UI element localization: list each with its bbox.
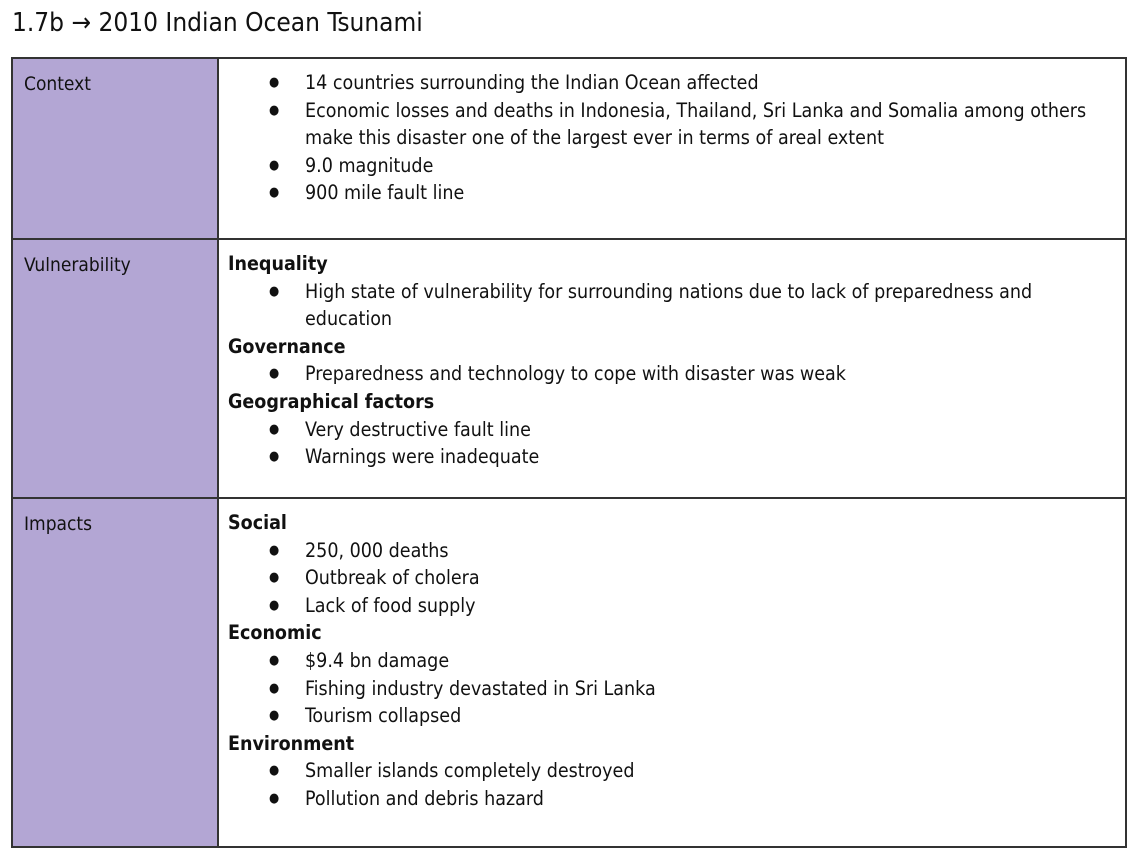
bullet-list xyxy=(228,360,1113,388)
bullet-item: ● Pollution and debris hazard xyxy=(228,785,1113,813)
bullet-list xyxy=(228,416,1113,471)
bullet-item: ● Warnings were inadequate xyxy=(228,443,1113,471)
bullet-item: ● Outbreak of cholera xyxy=(228,564,1113,592)
bullet-list xyxy=(228,69,1113,207)
bullet-item: ● 14 countries surrounding the Indian Ocean affected xyxy=(228,69,1113,97)
table-row-context xyxy=(12,58,1126,239)
bullet-item: ● Very destructive fault line xyxy=(228,416,1113,444)
bullet-item: ● $9.4 bn damage xyxy=(228,647,1113,675)
table-row-vulnerability xyxy=(12,239,1126,498)
bullet-list xyxy=(228,757,1113,812)
bullet-item: ● Fishing industry devastated in Sri Lanka xyxy=(228,675,1113,703)
bullet-item: ● Tourism collapsed xyxy=(228,702,1113,730)
row-label-impacts: Impacts xyxy=(12,498,218,847)
bullet-list xyxy=(228,647,1113,730)
bullet-item: ● Smaller islands completely destroyed xyxy=(228,757,1113,785)
row-label-vulnerability: Vulnerability xyxy=(12,239,218,498)
bullet-list xyxy=(228,278,1113,333)
bullet-item: ● 250, 000 deaths xyxy=(228,537,1113,565)
row-content-context xyxy=(218,58,1126,239)
page-title: 1.7b → 2010 Indian Ocean Tsunami xyxy=(12,8,423,38)
row-label-context: Context xyxy=(12,58,218,239)
table-row-impacts xyxy=(12,498,1126,847)
bullet-item: ● Economic losses and deaths in Indonesia, Thailand, Sri Lanka and Somalia among others make this disaster one of the largest ever in terms of areal extent xyxy=(228,97,1113,152)
row-content-vulnerability xyxy=(218,239,1126,498)
bullet-item: ● Lack of food supply xyxy=(228,592,1113,620)
bullet-list xyxy=(228,537,1113,620)
case-study-table xyxy=(11,57,1127,848)
row-content-impacts xyxy=(218,498,1126,847)
bullet-item: ● High state of vulnerability for surrounding nations due to lack of preparedness and education xyxy=(228,278,1113,333)
section-heading-social: Social xyxy=(228,511,287,534)
section-heading-environment: Environment xyxy=(228,731,355,755)
section-heading-economic: Economic xyxy=(228,621,322,645)
section-heading-geographical-factors: Geographical factors xyxy=(228,389,435,413)
section-heading-governance: Governance xyxy=(228,334,346,358)
bullet-item: ● 900 mile fault line xyxy=(228,179,1113,207)
bullet-item: ● Preparedness and technology to cope with disaster was weak xyxy=(228,360,1113,388)
bullet-item: ● 9.0 magnitude xyxy=(228,152,1113,180)
section-heading-inequality: Inequality xyxy=(228,252,328,275)
